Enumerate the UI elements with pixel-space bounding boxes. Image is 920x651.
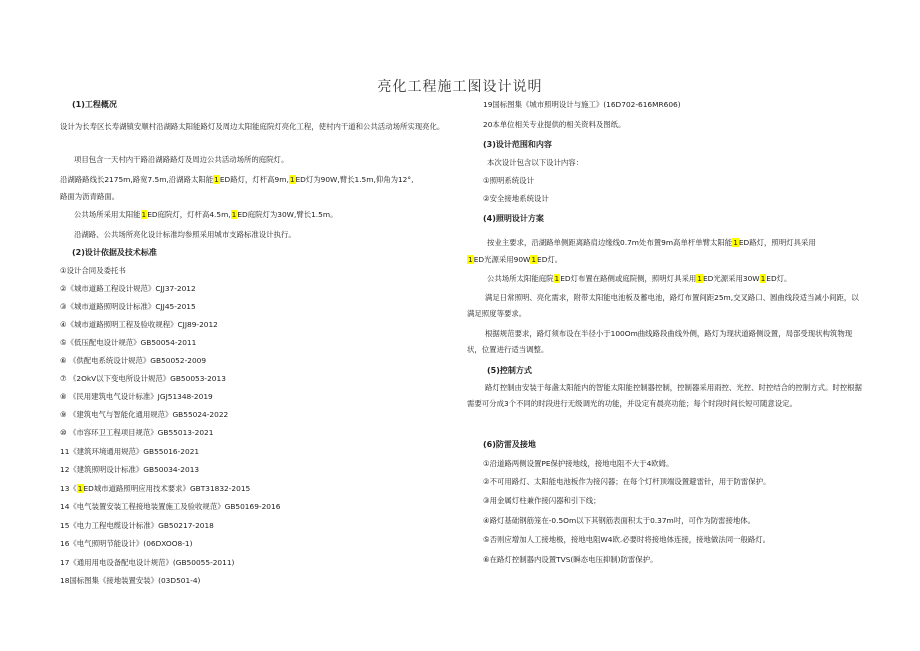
ref-item: ①设计合同及委托书	[60, 266, 126, 275]
ref-item: ⑤《低压配电设计规范》GB50054-2011	[60, 338, 197, 347]
lighting-paragraph-3: 满足日常照明、亮化需求，附带太阳能电池板及蓄电池，路灯布置间距25m,交叉路口、圆曲线段适当减小间距，以满足照度等要求。	[467, 293, 859, 318]
ref-item: 19国标图集《城市照明设计与施工》(16D702-616MR606)	[483, 100, 681, 109]
highlight-mark: 1	[697, 274, 702, 283]
lighting-paragraph-1-cont: 1ED光源采用90W1ED灯。	[468, 255, 563, 264]
ref-item: 20本单位相关专业提供的相关资料及图纸。	[483, 120, 626, 129]
section-6-item: ⑥在路灯控制器内设置TVS(瞬态电压抑制)防雷保护。	[483, 555, 658, 564]
section-4-heading: (4)照明设计方案	[483, 214, 544, 223]
ref-item: ⑩ 《市容环卫工程项目规范》GB55013-2021	[60, 428, 214, 437]
highlight-mark: 1	[733, 238, 738, 247]
ref-item: 11《建筑环境通用规范》GB55016-2021	[60, 447, 200, 456]
highlight-mark: 1	[289, 175, 295, 184]
page-title: 亮化工程施工图设计说明	[377, 79, 543, 95]
highlight-mark: 1	[231, 210, 237, 219]
section-3-intro: 本次设计包含以下设计内容：	[487, 158, 584, 167]
overview-paragraph-3-cont: 路面为沥青路面。	[60, 192, 120, 201]
highlight-mark: 1	[77, 484, 83, 493]
highlight-mark: 1	[141, 210, 147, 219]
section-3-item: ①照明系统设计	[483, 176, 534, 185]
highlight-mark: 1	[214, 175, 219, 184]
ref-item: ④《城市道路照明工程及验收规程》CJJ89-2012	[60, 320, 218, 329]
section-6-item: ⑤否则应增加人工接地极，接地电阻W4欧.必要时将接地体连接，接地做法同一般路灯。	[483, 535, 771, 544]
section-6-item: ①沿道路两侧设置PE保护接地线，接地电阻不大于4欧姆。	[483, 459, 674, 468]
ref-item: 15《电力工程电缆设计标准》GB50217-2018	[60, 521, 214, 530]
lighting-paragraph-4: 根据规范要求，路灯须布设在半径小于100Om曲线路段曲线外侧，路灯为现状道路侧设置，局部受现状构筑物现状，位置进行适当调整。	[467, 329, 853, 354]
overview-paragraph-2: 项目包含一天村内干路沿湖路路灯及周边公共活动场所的庭院灯。	[74, 155, 289, 164]
highlight-mark: 1	[554, 274, 560, 283]
overview-paragraph-3: 沿湖路路线长2175m,路宽7.5m,沿湖路太阳能1ED路灯，灯杆高9m,1ED灯为90W,臂长1.5m,仰角为12°,	[60, 175, 414, 184]
section-3-item: ②安全接地系统设计	[483, 194, 549, 203]
ref-item: ⑦ 《2OkV以下变电所设计规范》GB50053-2013	[60, 374, 226, 383]
lighting-paragraph-2: 公共场所太阳能庭院1ED灯布置在路侧或庭院侧，照明灯具采用1ED光源采用30W1ED灯。	[487, 274, 792, 283]
overview-paragraph-1: 设计为长寿区长寿湖镇安顺村沿湖路太阳能路灯及周边太阳能庭院灯亮化工程，使村内干道和公共活动场所实现亮化。	[60, 122, 445, 131]
ref-item: 14《电气装置安装工程接地装置施工及验收规范》GB50169-2016	[60, 502, 281, 511]
section-3-heading: (3)设计范围和内容	[483, 140, 552, 149]
overview-paragraph-4: 公共场所采用太阳能1ED庭院灯，灯杆高4.5m,1ED庭院灯为30W,臂长1.5m。	[74, 210, 338, 219]
ref-item: 13《1ED城市道路照明应用技术要求》GBT31832-2015	[60, 484, 251, 493]
ref-item: 18国标图集《接地装置安装》(03D501-4)	[60, 576, 201, 585]
ref-item: ②《城市道路工程设计规范》CJJ37-2012	[60, 284, 196, 293]
ref-item: 17《通用用电设备配电设计规范》(GB50055-2011)	[60, 558, 235, 567]
lighting-paragraph-1: 按业主要求，沿湖路单侧距离路肩边缘线0.7m处布置9m高单杆单臂太阳能1ED路灯，照明灯具采用	[487, 238, 816, 247]
highlight-mark: 1	[468, 255, 473, 264]
highlight-mark: 1	[531, 255, 537, 264]
control-paragraph: 路灯控制由安装于每盏太阳能内的智能太阳能控制器控制，控制器采用雨控、光控、时控结合的控制方式。时控根据需要可分成3个不同的时段进行无级调光的功能，并设定有晨亮功能；每个时段时间长短可随意设定。	[467, 383, 862, 408]
highlight-mark: 1	[760, 274, 766, 283]
section-5-heading: (5)控制方式	[487, 366, 532, 375]
ref-item: 12《建筑照明设计标准》GB50034-2013	[60, 465, 200, 474]
overview-paragraph-5: 沿湖路、公共场所亮化设计标准均参照采用城市支路标准设计执行。	[74, 230, 296, 239]
ref-item: ⑧ 《民用建筑电气设计标准》JGJ51348-2019	[60, 392, 213, 401]
section-6-item: ③用金属灯柱兼作接闪器和引下线；	[483, 496, 601, 505]
ref-item: ⑨ 《建筑电气与智能化通用规范》GB55024-2022	[60, 410, 229, 419]
ref-item: ⑥ 《供配电系统设计规范》GB50052-2009	[60, 356, 207, 365]
ref-item: 16《电气照明节能设计》(06DXOO8-1)	[60, 539, 193, 548]
section-6-heading: (6)防雷及接地	[483, 440, 536, 449]
ref-item: ③《城市道路照明设计标准》CJJ45-2015	[60, 302, 196, 311]
section-6-item: ④路灯基础钢筋笼在-0.5Om以下其钢筋表面积太于0.37m吋，可作为防雷接地体。	[483, 516, 756, 525]
section-6-item: ②不可用路灯、太阳能电池板作为接闪器；在每个灯杆顶端设置避雷针，用于防雷保护。	[483, 477, 771, 486]
section-1-heading: (1)工程概况	[72, 100, 117, 109]
section-2-heading: (2)设计依据及技术标准	[72, 248, 157, 257]
